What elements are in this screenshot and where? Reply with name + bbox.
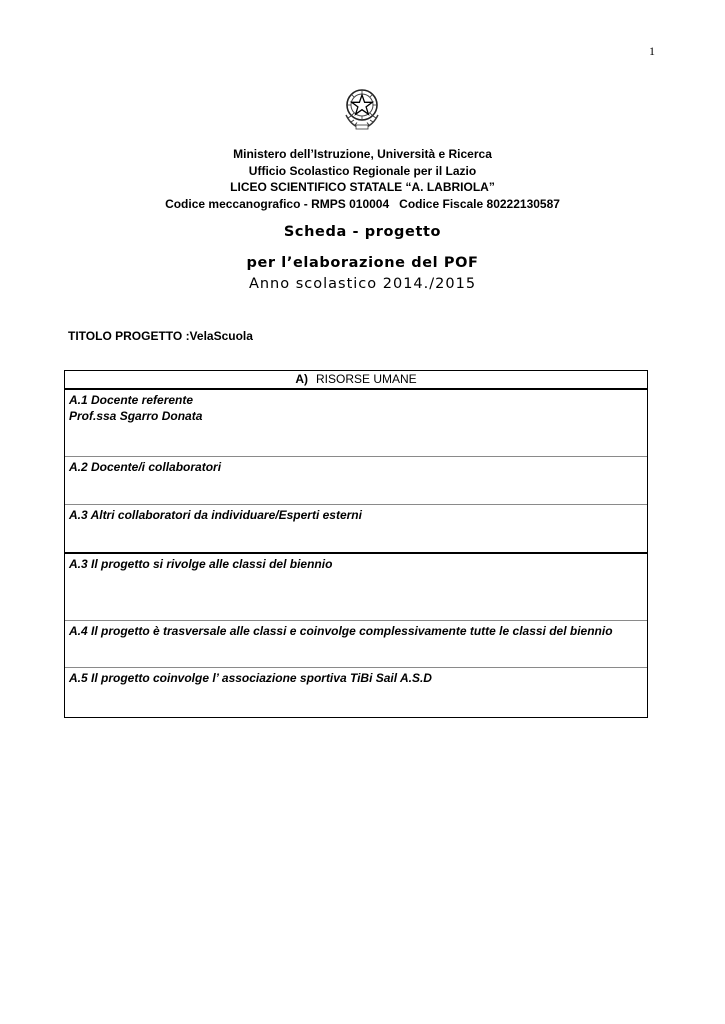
- school-year: Anno scolastico 2014./2015: [248, 276, 477, 292]
- table-row-other-collaborators: [65, 505, 647, 554]
- table-row-sports-association: [65, 668, 647, 716]
- table-row-target-classes: [65, 554, 647, 621]
- row-label: A.3 Il progetto si rivolge alle classi del biennio: [69, 557, 333, 571]
- row-value: Prof.ssa Sgarro Donata: [69, 409, 203, 423]
- section-letter: A): [295, 372, 308, 386]
- table-row-referent-teacher: [65, 390, 647, 457]
- human-resources-table: [64, 370, 648, 718]
- ministry-line: Ministero dell’Istruzione, Università e Ricerca: [233, 147, 492, 161]
- row-label: A.1 Docente referente: [69, 393, 194, 407]
- table-row-collaborating-teachers: [65, 457, 647, 505]
- institution-header: [0, 146, 725, 212]
- page-number: 1: [649, 44, 655, 58]
- form-subtitle: per l’elaborazione del POF: [246, 255, 479, 271]
- regional-office-line: Ufficio Scolastico Regionale per il Lazio: [248, 163, 477, 178]
- row-label: A.5 Il progetto coinvolge l’ associazione sportiva TiBi Sail A.S.D: [69, 671, 432, 685]
- school-name-line: LICEO SCIENTIFICO STATALE “A. LABRIOLA”: [230, 180, 495, 194]
- table-row-transversal: [65, 621, 647, 668]
- school-codes-line: Codice meccanografico - RMPS 010004 Codice Fiscale 80222130587: [165, 196, 560, 211]
- form-title: Scheda - progetto: [283, 224, 442, 240]
- row-label: A.4 Il progetto è trasversale alle classi e coinvolge complessivamente tutte le classi del biennio: [69, 624, 613, 638]
- italian-republic-emblem-icon: [342, 85, 382, 131]
- section-label: RISORSE UMANE: [315, 372, 417, 386]
- row-label: A.3 Altri collaboratori da individuare/Esperti esterni: [69, 508, 362, 522]
- table-header: [65, 371, 647, 390]
- row-label: A.2 Docente/i collaboratori: [69, 460, 222, 474]
- project-title: TITOLO PROGETTO :VelaScuola: [68, 329, 253, 343]
